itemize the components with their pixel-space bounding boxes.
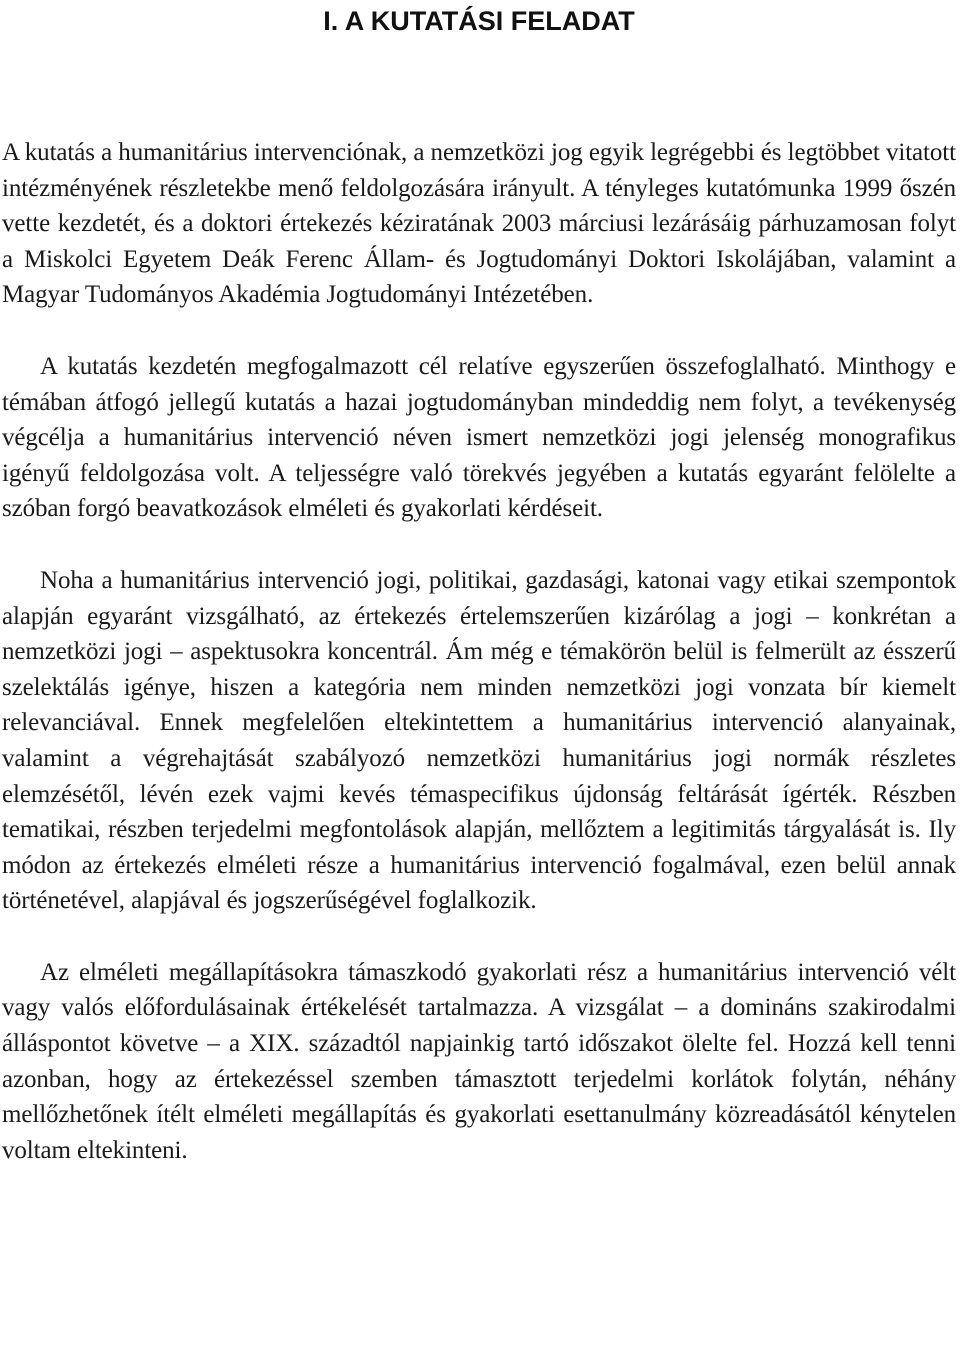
- paragraph-research-goal: A kutatás kezdetén megfogalmazott cél relatíve egyszerűen összefoglalható. Minthogy e témában átfogó jellegű kutatás a hazai jogtudományban mindeddig nem folyt, a tevékenység végcélja a humanitárius intervenció néven ismert nemzetközi jogi jelenség monografikus igényű feldolgozása volt. A teljességre való törekvés jegyében a kutatás egyaránt felölelte a szóban forgó beavatkozások elméleti és gyakorlati kérdéseit.: [2, 352, 956, 523]
- document-page: [2, 0, 956, 1168]
- paragraph-research-scope: A kutatás a humanitárius intervenciónak, a nemzetközi jog egyik legrégebbi és legtöbbet vitatott intézményének részletekbe menő feldolgozására irányult. A tényleges kutatómunka 1999 őszén vette kezdetét, és a doktori értekezés kéziratának 2003 márciusi lezárásáig párhuzamosan folyt a Miskolci Egyetem Deák Ferenc Állam- és Jogtudományi Doktori Iskolájában, valamint a Magyar Tudományos Akadémia Jogtudományi Intézetében.: [2, 139, 956, 309]
- paragraph-legal-focus: Noha a humanitárius intervenció jogi, politikai, gazdasági, katonai vagy etikai szempontok alapján egyaránt vizsgálható, az értekezés értelemszerűen kizárólag a jogi – konkrétan a nemzetközi jogi – aspektusokra koncentrál. Ám még e témakörön belül is felmerült az ésszerű szelektálás igénye, hiszen a kategória nem minden nemzetközi jogi vonzata bír kiemelt relevanciával. Ennek megfelelően eltekintettem a humanitárius intervenció alanyainak, valamint a végrehajtását szabályozó nemzetközi humanitárius jogi normák részletes elemzésétől, lévén ezek vajmi kevés témaspecifikus újdonság feltárását ígérték. Részben tematikai, részben terjedelmi megfontolások alapján, mellőztem a legitimitás tárgyalását is. Ily módon az értekezés elméleti része a humanitárius intervenció fogalmával, ezen belül annak történetével, alapjával és jogszerűségével foglalkozik.: [2, 566, 956, 915]
- paragraph-practical-part: Az elméleti megállapításokra támaszkodó gyakorlati rész a humanitárius intervenció vélt vagy valós előfordulásainak értékelését tartalmazza. A vizsgálat – a domináns szakirodalmi álláspontot követve – a XIX. századtól napjainkig tartó időszakot ölelte fel. Hozzá kell tenni azonban, hogy az értekezéssel szemben támasztott terjedelmi korlátok folytán, néhány mellőzhetőnek ítélt elméleti megállapítás és gyakorlati esettanulmány közreadásától kénytelen voltam eltekinteni.: [2, 958, 956, 1164]
- chapter-heading: I. A KUTATÁSI FELADAT: [323, 6, 635, 36]
